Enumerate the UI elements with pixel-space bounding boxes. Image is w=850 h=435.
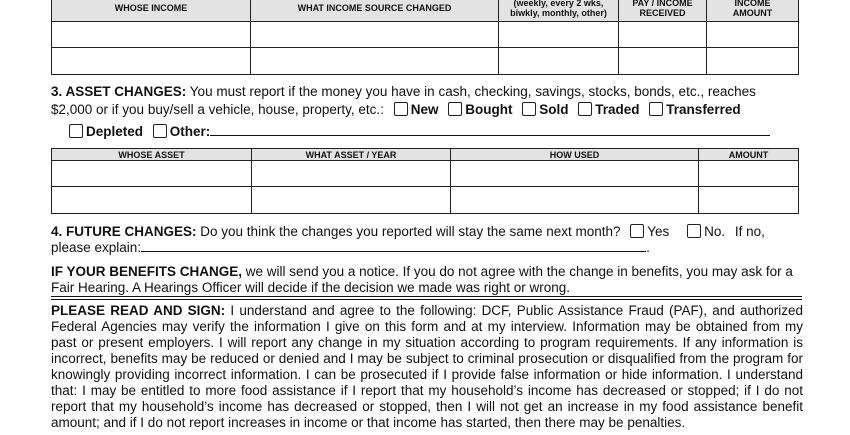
income-cell[interactable] bbox=[706, 47, 799, 75]
benefits-change-notice bbox=[51, 264, 803, 296]
traded-label: Traded bbox=[595, 102, 640, 117]
income-cell[interactable] bbox=[706, 21, 799, 48]
income-cell[interactable] bbox=[498, 47, 619, 75]
sign-lead: PLEASE READ AND SIGN: bbox=[51, 303, 226, 318]
transferred-checkbox[interactable] bbox=[649, 102, 663, 116]
please-read-and-sign bbox=[51, 303, 803, 431]
explain-input[interactable] bbox=[141, 251, 646, 252]
yes-checkbox[interactable] bbox=[630, 224, 644, 238]
col-income-amount: INCOME AMOUNT bbox=[732, 0, 773, 18]
asset-changes-text-2: $2,000 or if you buy/sell a vehicle, house, property, etc.: bbox=[51, 102, 384, 117]
new-label: New bbox=[410, 102, 439, 117]
no-checkbox[interactable] bbox=[687, 224, 701, 238]
col-whose-asset: WHOSE ASSET bbox=[52, 149, 252, 160]
sign-text: I understand and agree to the following: DCF, Public Assistance Fraud (PAF), and authorized Federal Agencies may verify the information I give on this form and at my interview. Information may be obtained from my past or present employers. I will report any change in my situation according to program requirements. If any information is incorrect, benefits may be reduced or denied and I may be subject to criminal prosecution or disqualified from the program for knowingly providing incorrect information. I can be prosecuted if I provide false information or hide information. I understand that: I may be entitled to more food assistance if I report that my household’s income has decreased or stopped; if I do not report that my household’s income has decreased or stopped, then I will not get an increase in my food assistance benefit amount; and if I do not report increases in income or that income has started, then there may be penalties. bbox=[51, 303, 803, 430]
new-checkbox[interactable] bbox=[394, 102, 408, 116]
col-frequency: (weekly, every 2 wks, biwkly, monthly, other) bbox=[499, 0, 619, 21]
no-label: No. bbox=[704, 224, 726, 239]
other-checkbox[interactable] bbox=[153, 124, 167, 138]
other-input[interactable] bbox=[210, 135, 770, 136]
asset-cell[interactable] bbox=[251, 186, 451, 214]
asset-cell[interactable] bbox=[450, 186, 699, 214]
asset-cell[interactable] bbox=[51, 160, 252, 187]
depleted-checkbox[interactable] bbox=[69, 124, 83, 138]
col-pay-received: PAY / INCOME RECEIVED bbox=[619, 0, 707, 21]
transferred-label: Transferred bbox=[666, 102, 741, 117]
income-cell[interactable] bbox=[498, 21, 619, 48]
section-divider bbox=[51, 296, 802, 300]
if-no-label: If no, bbox=[734, 224, 765, 239]
please-explain-label: please explain: bbox=[51, 240, 142, 255]
asset-changes-section bbox=[51, 84, 811, 140]
bought-checkbox[interactable] bbox=[448, 102, 462, 116]
col-how-used: HOW USED bbox=[451, 149, 699, 160]
asset-cell[interactable] bbox=[698, 186, 799, 214]
asset-cell[interactable] bbox=[251, 160, 451, 187]
sold-checkbox[interactable] bbox=[522, 102, 536, 116]
col-amount: AMOUNT bbox=[728, 149, 769, 160]
income-cell[interactable] bbox=[51, 21, 251, 48]
bought-label: Bought bbox=[465, 102, 513, 117]
benefits-change-lead: IF YOUR BENEFITS CHANGE, bbox=[51, 264, 243, 279]
future-changes-text: Do you think the changes you reported will stay the same next month? bbox=[200, 224, 621, 239]
asset-cell[interactable] bbox=[450, 160, 699, 187]
asset-changes-text: You must report if the money you have in cash, checking, savings, stocks, bonds, etc., reaches bbox=[189, 84, 756, 99]
benefits-change-text: we will send you a notice. If you do not agree with the change in benefits, you may ask for a Fair Hearing. A Hearings Officer will decide if the decision we made was right or wrong. bbox=[51, 264, 793, 295]
asset-changes-title: 3. ASSET CHANGES: bbox=[51, 84, 187, 99]
income-table-header bbox=[51, 0, 799, 22]
future-changes-section bbox=[51, 224, 811, 256]
income-cell[interactable] bbox=[51, 47, 251, 75]
income-cell[interactable] bbox=[618, 47, 707, 75]
asset-cell[interactable] bbox=[698, 160, 799, 187]
traded-checkbox[interactable] bbox=[578, 102, 592, 116]
col-income-source-changed: WHAT INCOME SOURCE CHANGED bbox=[251, 0, 499, 21]
income-cell[interactable] bbox=[250, 47, 499, 75]
future-changes-title: 4. FUTURE CHANGES: bbox=[51, 224, 197, 239]
income-cell[interactable] bbox=[250, 21, 499, 48]
asset-cell[interactable] bbox=[51, 186, 252, 214]
col-what-asset-year: WHAT ASSET / YEAR bbox=[252, 149, 451, 160]
depleted-label: Depleted bbox=[86, 124, 144, 139]
yes-label: Yes bbox=[647, 224, 670, 239]
other-label: Other: bbox=[169, 124, 211, 139]
col-whose-income: WHOSE INCOME bbox=[52, 0, 251, 21]
explain-period: . bbox=[646, 240, 650, 255]
income-cell[interactable] bbox=[618, 21, 707, 48]
sold-label: Sold bbox=[539, 102, 569, 117]
